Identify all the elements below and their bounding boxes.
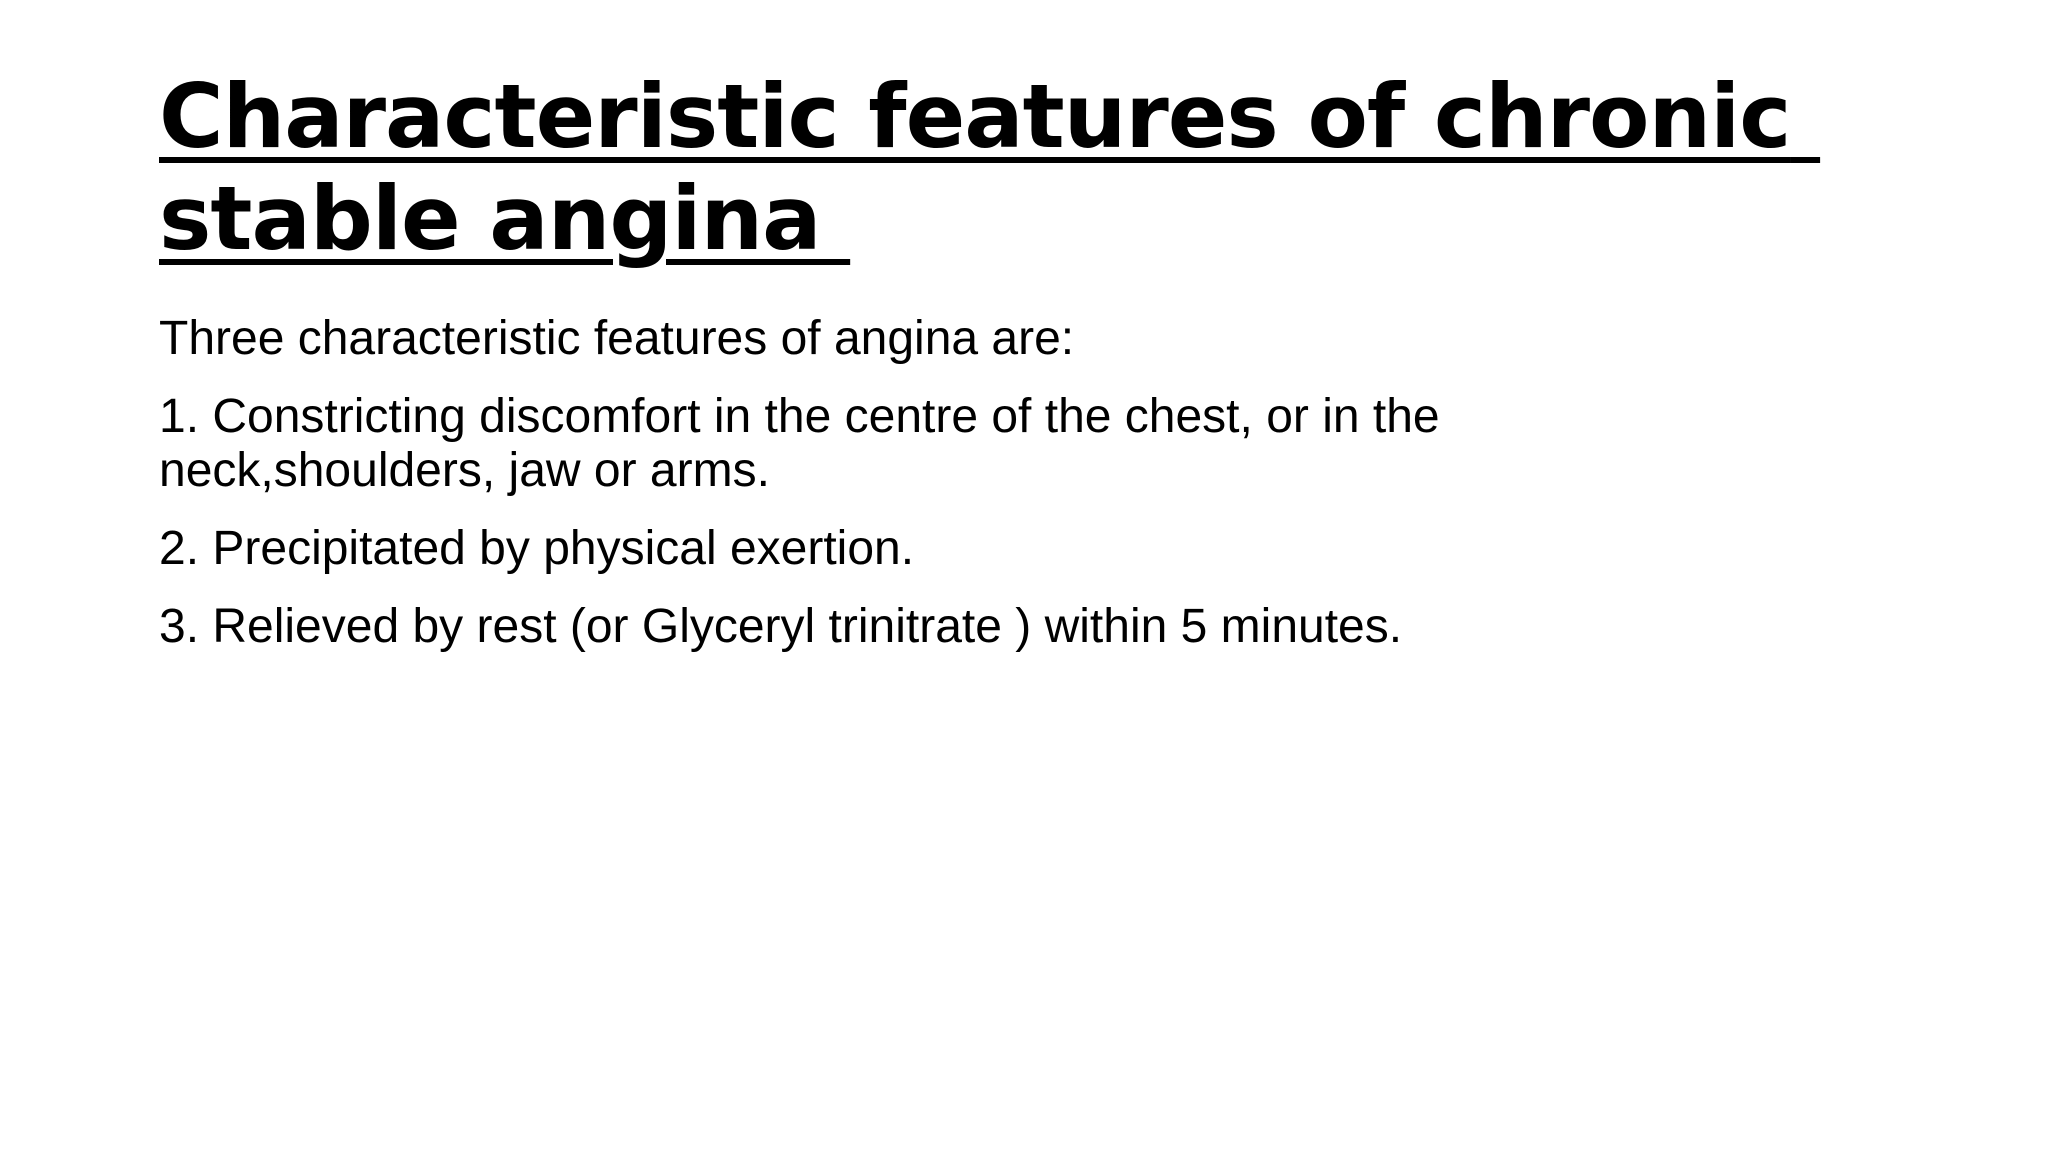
slide-title: Characteristic features of chronic stable angina (159, 65, 1821, 270)
feature-item-3: 3. Relieved by rest (or Glyceryl trinitrate ) within 5 minutes. (159, 600, 1403, 653)
feature-item-2: 2. Precipitated by physical exertion. (159, 522, 915, 575)
feature-item-1: 1. Constricting discomfort in the centre of the chest, or in the neck,shoulders, jaw or arms. (159, 390, 1440, 497)
slide-body (159, 312, 1759, 678)
intro-text: Three characteristic features of angina are: (159, 312, 1075, 365)
